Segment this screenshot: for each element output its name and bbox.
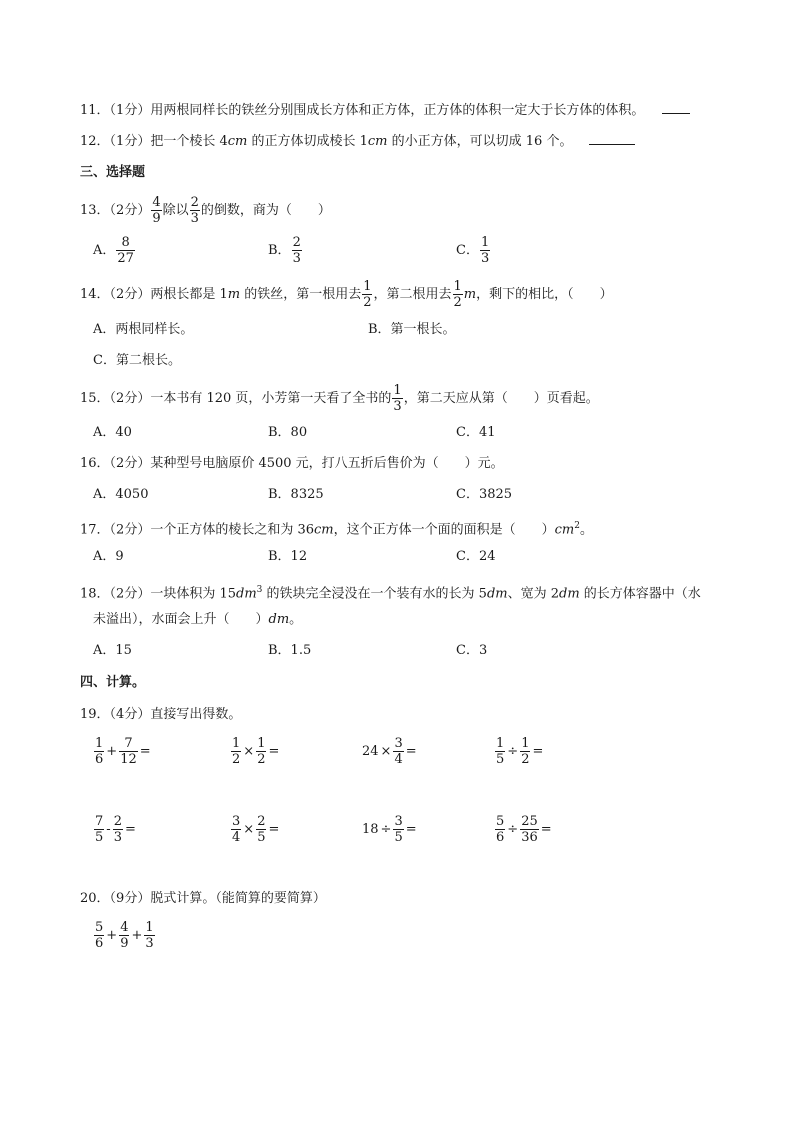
question-text: 的倒数，商为（ ）: [200, 203, 331, 218]
question-text: 直接写出得数。: [150, 707, 242, 722]
fraction: $\frac{1}{2}$: [363, 279, 372, 310]
option-a[interactable]: A．9: [93, 549, 124, 564]
question-number: 12．: [80, 134, 110, 149]
fraction: $\frac{1}{3}$: [480, 235, 490, 266]
unit: dm: [236, 586, 257, 602]
question-points: （2分）: [109, 586, 151, 602]
question-text: 脱式计算。（能简算的要简算）: [150, 891, 326, 906]
question-text: 一本书有 120 页，小芳第一天看了全书的: [150, 391, 392, 406]
section-heading-4: 四、计算。: [80, 675, 146, 690]
question-15: [80, 384, 599, 413]
unit: cm: [314, 522, 334, 538]
answer-blank[interactable]: [662, 101, 690, 114]
option-b[interactable]: B．1.5: [268, 643, 312, 658]
question-points: （2分）: [109, 456, 151, 471]
question-number: 11．: [80, 103, 110, 118]
unit: dm: [268, 612, 290, 627]
option-b[interactable]: B．80: [268, 425, 308, 440]
question-points: （1分）: [109, 103, 151, 118]
fraction: $\frac{2}{3}$: [190, 195, 199, 226]
fraction: $\frac{4}{9}$: [152, 195, 161, 226]
question-number: 17．: [80, 522, 110, 538]
question-text: 除以: [162, 203, 189, 218]
expression-4: $\frac{1}{5}$ ÷ $\frac{1}{2}$ =: [496, 736, 544, 767]
section-heading-3: 三、选择题: [80, 165, 146, 180]
unit: m: [227, 287, 241, 302]
question-points: （1分）: [109, 134, 151, 149]
superscript: 2: [574, 521, 580, 531]
question-17: [80, 516, 593, 540]
unit: dm: [559, 586, 580, 602]
option-a[interactable]: A．15: [93, 643, 132, 658]
question-11: [80, 101, 690, 121]
unit: m: [463, 287, 477, 302]
question-text: ，第二根用去: [373, 287, 452, 302]
question-number: 15．: [80, 391, 110, 406]
option-c[interactable]: C．第二根长。: [93, 353, 181, 368]
option-b[interactable]: B．12: [268, 549, 308, 564]
expression-5: $\frac{7}{5}$ - $\frac{2}{3}$ =: [95, 814, 136, 845]
expression-3: 24 × $\frac{3}{4}$ =: [362, 736, 417, 767]
question-text: 的铁块完全浸没在一个装有水的长为 5: [262, 586, 487, 602]
unit: cm: [554, 522, 575, 538]
expression-8: $\frac{5}{6}$ ÷ $\frac{25}{36}$ =: [496, 814, 552, 845]
question-14: [80, 280, 613, 309]
question-points: （2分）: [109, 287, 151, 302]
question-text: ，第二天应从第（ ）页看起。: [403, 391, 599, 406]
question-text: ，这个正方体一个面的面积是（ ）: [333, 522, 555, 538]
question-number: 14．: [80, 287, 110, 302]
question-13: [80, 196, 331, 225]
question-points: （2分）: [109, 203, 151, 218]
superscript: 3: [256, 585, 263, 595]
expression-1: $\frac{1}{6}$ + $\frac{7}{12}$ =: [95, 736, 151, 767]
option-a[interactable]: A．两根同样长。: [93, 322, 194, 337]
question-20: [80, 889, 326, 909]
fraction: $\frac{1}{3}$: [393, 383, 402, 414]
question-text: 两根长都是 1: [150, 287, 228, 302]
option-c[interactable]: C．3: [456, 643, 488, 658]
question-points: （2分）: [109, 522, 151, 538]
question-text: 一块体积为 15: [150, 586, 237, 602]
unit: cm: [367, 134, 388, 149]
option-b[interactable]: B．第一根长。: [368, 322, 456, 337]
question-text: 的小正方体，可以切成 16 个。: [387, 134, 573, 149]
question-16: [80, 454, 504, 474]
question-text: 用两根同样长的铁丝分别围成长方体和正方体，正方体的体积一定大于长方体的体积。: [150, 103, 645, 118]
option-c[interactable]: C． $\frac{1}{3}$: [456, 235, 490, 266]
question-text: ，剩下的相比，（ ）: [476, 287, 613, 302]
question-number: 16．: [80, 456, 110, 471]
option-b[interactable]: B．8325: [268, 487, 324, 502]
option-a[interactable]: A．4050: [93, 487, 149, 502]
option-c[interactable]: C．3825: [456, 487, 513, 502]
question-number: 18．: [80, 586, 110, 602]
question-text: 的正方体切成棱长 1: [247, 134, 368, 149]
unit: cm: [227, 134, 248, 149]
expression-6: $\frac{3}{4}$ × $\frac{2}{5}$ =: [232, 814, 280, 845]
fraction: $\frac{2}{3}$: [292, 235, 301, 266]
option-a[interactable]: A．40: [93, 425, 132, 440]
question-18: [80, 580, 701, 604]
question-points: （4分）: [109, 707, 151, 722]
question-text: 。: [289, 612, 303, 627]
question-number: 20．: [80, 891, 110, 906]
question-points: （9分）: [109, 891, 151, 906]
question-19: [80, 705, 241, 725]
question-number: 13．: [80, 203, 110, 218]
question-text: 某种型号电脑原价 4500 元，打八五折后售价为（ ）元。: [150, 456, 504, 471]
question-18-continued: [93, 610, 302, 630]
answer-blank[interactable]: [589, 132, 635, 145]
question-text: 的长方体容器中（水: [579, 586, 701, 602]
fraction: $\frac{1}{2}$: [453, 279, 462, 310]
question-text: 。: [579, 522, 593, 538]
question-text: 、宽为 2: [507, 586, 560, 602]
question-text: 未溢出），水面会上升（ ）: [93, 612, 269, 627]
option-a[interactable]: A． $\frac{8}{27}$: [93, 235, 134, 266]
fraction: $\frac{8}{27}$: [117, 235, 134, 266]
question-text: 的铁丝，第一根用去: [240, 287, 362, 302]
option-c[interactable]: C．24: [456, 549, 496, 564]
option-b[interactable]: B． $\frac{2}{3}$: [268, 235, 301, 266]
expression-2: $\frac{1}{2}$ × $\frac{1}{2}$ =: [232, 736, 280, 767]
question-text: 一个正方体的棱长之和为 36: [150, 522, 315, 538]
option-c[interactable]: C．41: [456, 425, 496, 440]
expression-7: 18 ÷ $\frac{3}{5}$ =: [362, 814, 417, 845]
question-points: （2分）: [109, 391, 151, 406]
question-12: [80, 132, 635, 152]
unit: dm: [486, 586, 508, 602]
question-number: 19．: [80, 707, 110, 722]
calc-expression-1: $\frac{5}{6}$ + $\frac{4}{9}$ + $\frac{1}{3}$: [95, 920, 154, 951]
question-text: 把一个棱长 4: [150, 134, 228, 149]
